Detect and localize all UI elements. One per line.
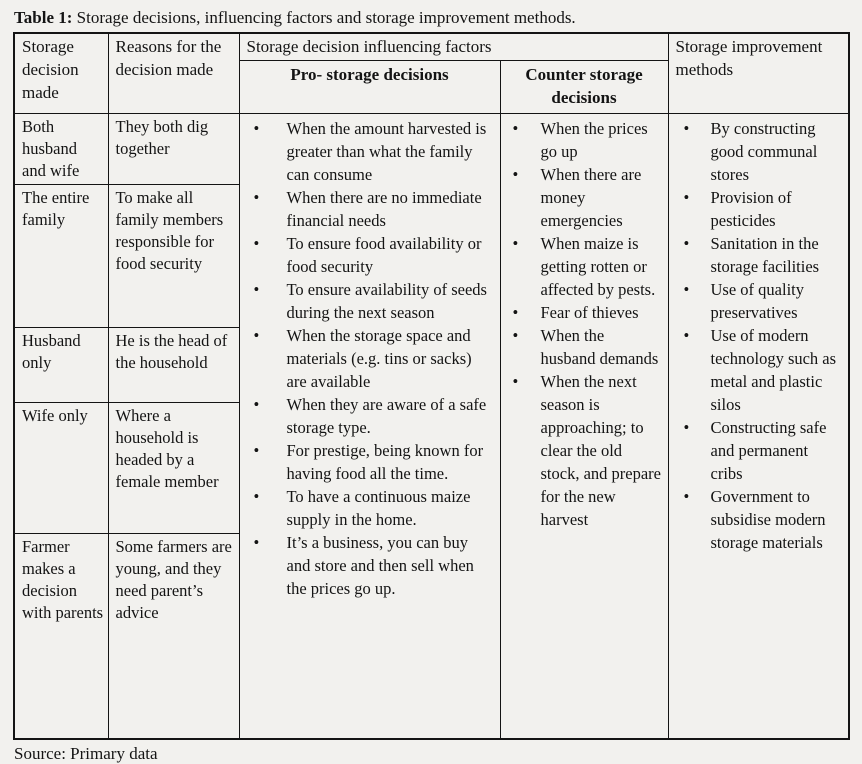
list-item-text: When they are aware of a safe storage type. [286,395,487,437]
list-item-text: When there are money emergencies [540,165,642,230]
list-item [669,232,849,278]
header-row-top [14,33,849,61]
bullet-icon: • [253,326,260,345]
list-item-text: Use of modern technology such as metal and plastic silos [710,326,837,414]
header-reasons: Reasons for the decision made [108,33,239,114]
list-item [240,439,500,485]
bullet-icon: • [512,372,519,391]
bullet-icon: • [253,395,260,414]
decision-cell: Both husband and wife [14,114,108,185]
reason-cell: Some farmers are young, and they need parent’s advice [108,534,239,740]
bullet-icon: • [683,119,690,138]
list-item-text: Constructing safe and permanent cribs [710,418,827,483]
reason-cell: They both dig together [108,114,239,185]
list-item [240,324,500,393]
list-item [501,117,668,163]
list-item-text: When the storage space and materials (e.g. tins or sacks) are available [286,326,472,391]
bullet-icon: • [512,326,519,345]
improvement-methods-cell [668,114,849,740]
list-item [240,485,500,531]
table-caption-text: Storage decisions, influencing factors and storage improvement methods. [72,8,576,27]
bullet-icon: • [253,188,260,207]
bullet-icon: • [512,234,519,253]
list-item [240,531,500,600]
list-item [501,324,668,370]
list-item [501,370,668,531]
bullet-icon: • [683,487,690,506]
list-item-text: Government to subsidise modern storage materials [710,487,826,552]
reason-cell: To make all family members responsible for food security [108,185,239,328]
bullet-icon: • [683,234,690,253]
list-item [669,485,849,554]
bullet-icon: • [253,234,260,253]
bullet-icon: • [683,418,690,437]
table-row [14,114,849,185]
bullet-icon: • [683,188,690,207]
header-pro-storage: Pro- storage decisions [239,61,500,114]
decision-cell: The entire family [14,185,108,328]
list-item-text: Fear of thieves [540,303,639,322]
list-item [501,232,668,301]
storage-decisions-table [13,32,850,740]
list-item [240,278,500,324]
list-item [501,301,668,324]
list-item-text: By constructing good communal stores [710,119,818,184]
list-item-text: When maize is getting rotten or affected by pests. [540,234,656,299]
list-item-text: Sanitation in the storage facilities [710,234,820,276]
header-counter-storage: Counter storage decisions [500,61,668,114]
list-item [669,117,849,186]
list-item-text: When there are no immediate financial needs [286,188,482,230]
list-item [669,416,849,485]
header-influencing-factors: Storage decision influencing factors [239,33,668,61]
improvement-methods-list [669,117,849,554]
bullet-icon: • [253,487,260,506]
list-item [669,278,849,324]
list-item-text: When the amount harvested is greater than what the family can consume [286,119,487,184]
table-caption-label: Table 1: [14,8,73,27]
source-note: Source: Primary data [14,744,158,763]
bullet-icon: • [512,119,519,138]
decision-cell: Farmer makes a decision with parents [14,534,108,740]
decision-cell: Wife only [14,403,108,534]
counter-storage-list [501,117,668,531]
list-item-text: When the prices go up [540,119,648,161]
counter-storage-cell [500,114,668,740]
list-item-text: For prestige, being known for having food all the time. [286,441,484,483]
list-item-text: Provision of pesticides [710,188,792,230]
bullet-icon: • [253,441,260,460]
pro-storage-list [240,117,500,600]
bullet-icon: • [512,165,519,184]
header-storage-decision: Storage decision made [14,33,108,114]
list-item [240,117,500,186]
bullet-icon: • [253,533,260,552]
list-item-text: Use of quality preservatives [710,280,804,322]
list-item-text: When the husband demands [540,326,659,368]
header-improvement-methods: Storage improvement methods [668,33,849,114]
list-item [240,393,500,439]
pro-storage-cell [239,114,500,740]
bullet-icon: • [253,280,260,299]
decision-cell: Husband only [14,328,108,403]
list-item [669,324,849,416]
list-item-text: To have a continuous maize supply in the home. [286,487,471,529]
bullet-icon: • [253,119,260,138]
list-item [669,186,849,232]
bullet-icon: • [683,280,690,299]
table-caption [14,7,862,28]
list-item [240,186,500,232]
list-item [501,163,668,232]
list-item-text: To ensure food availability or food security [286,234,482,276]
list-item-text: To ensure availability of seeds during the next season [286,280,487,322]
reason-cell: Where a household is headed by a female member [108,403,239,534]
bullet-icon: • [512,303,519,322]
reason-cell: He is the head of the household [108,328,239,403]
list-item [240,232,500,278]
document-page [0,7,862,764]
bullet-icon: • [683,326,690,345]
list-item-text: It’s a business, you can buy and store and then sell when the prices go up. [286,533,474,598]
list-item-text: When the next season is approaching; to clear the old stock, and prepare for the new harvest [540,372,661,529]
